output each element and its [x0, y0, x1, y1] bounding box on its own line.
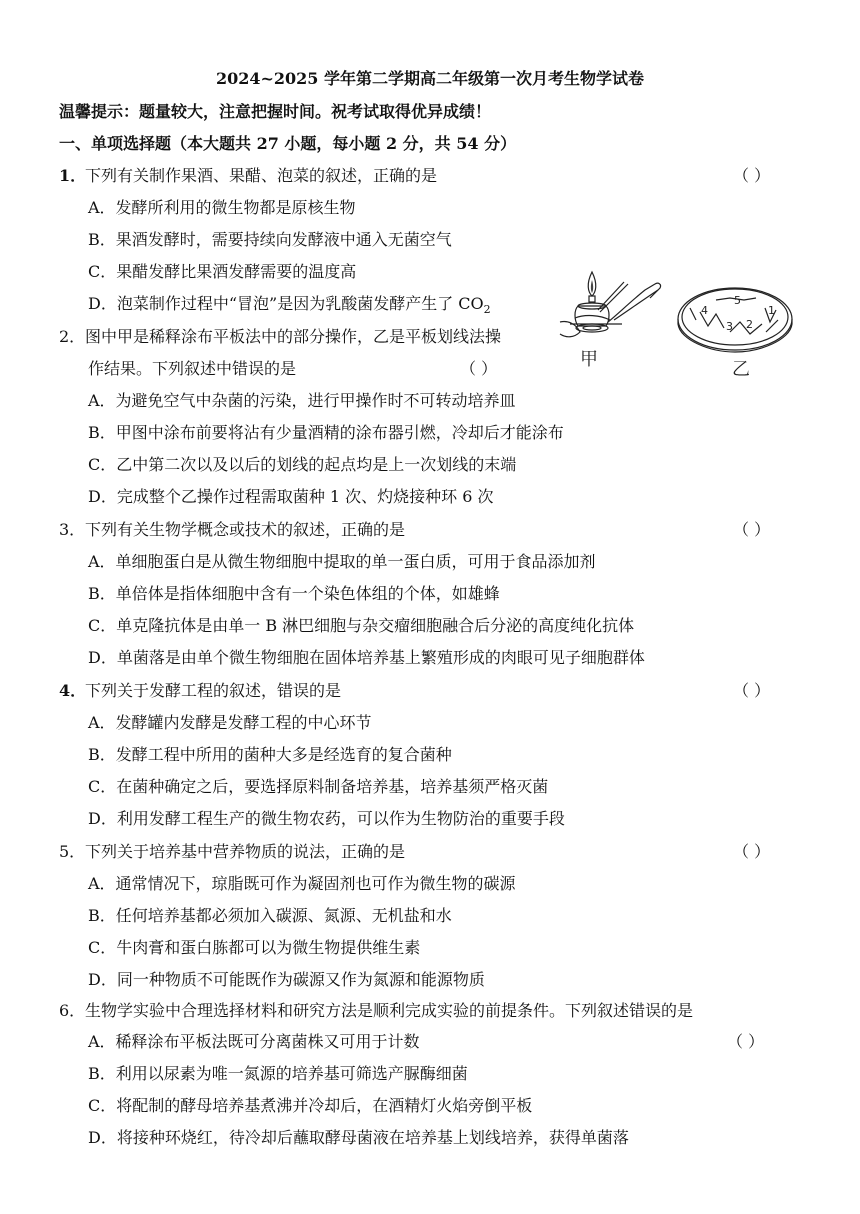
question-1 — [59, 165, 437, 187]
question-4 — [59, 680, 341, 702]
option-b: B．任何培养基都必须加入碳源、氮源、无机盐和水 — [88, 906, 452, 925]
exam-title: 2024~2025 学年第二学期高二年级第一次月考生物学试卷 — [215, 69, 645, 88]
option-d: D．完成整个乙操作过程需取菌种 1 次、灼烧接种环 6 次 — [88, 487, 494, 506]
option-d: D．单菌落是由单个微生物细胞在固体培养基上繁殖形成的肉眼可见子细胞群体 — [88, 648, 645, 667]
question-number: 2． — [59, 327, 86, 346]
zone-label-1: 1 — [768, 304, 775, 317]
option-d-text: D．泡菜制作过程中“冒泡”是因为乳酸菌发酵产生了 CO — [88, 294, 484, 313]
zone-label-5: 5 — [734, 294, 741, 307]
figure — [530, 262, 830, 382]
question-6 — [59, 1000, 693, 1022]
option-a: A．稀释涂布平板法既可分离菌株又可用于计数 — [88, 1032, 420, 1051]
option-d: D．利用发酵工程生产的微生物农药，可以作为生物防治的重要手段 — [88, 809, 565, 828]
option-c: C．乙中第二次以及以后的划线的起点均是上一次划线的末端 — [88, 455, 517, 474]
subscript: 2 — [483, 303, 491, 317]
option-b: B．甲图中涂布前要将沾有少量酒精的涂布器引燃，冷却后才能涂布 — [88, 423, 564, 442]
option-d: D．将接种环烧红，待冷却后蘸取酵母菌液在培养基上划线培养，获得单菌落 — [88, 1128, 629, 1147]
option-a: A．发酵罐内发酵是发酵工程的中心环节 — [88, 713, 372, 732]
section-heading: 一、单项选择题（本大题共 27 小题，每小题 2 分，共 54 分） — [59, 134, 517, 153]
option-c: C．牛肉膏和蛋白胨都可以为微生物提供维生素 — [88, 938, 421, 957]
question-stem: 下列有关制作果酒、果醋、泡菜的叙述，正确的是 — [85, 166, 438, 185]
question-stem: 生物学实验中合理选择材料和研究方法是顺利完成实验的前提条件。下列叙述错误的是 — [85, 1001, 694, 1020]
answer-bracket: （ ） — [733, 166, 771, 185]
question-stem: 下列有关生物学概念或技术的叙述，正确的是 — [85, 520, 406, 539]
option-d — [88, 293, 491, 315]
option-a: A．发酵所利用的微生物都是原核生物 — [88, 198, 356, 217]
option-b: B．果酒发酵时，需要持续向发酵液中通入无菌空气 — [88, 230, 452, 249]
lab-illustration — [530, 262, 830, 382]
zone-label-3: 3 — [726, 320, 733, 333]
figure-jia — [560, 272, 661, 337]
question-stem: 下列关于培养基中营养物质的说法，正确的是 — [85, 842, 406, 861]
label-jia: 甲 — [580, 349, 598, 370]
question-number: 1． — [59, 166, 87, 185]
question-2-cont: 作结果。下列叙述中错误的是 — [88, 359, 297, 378]
question-3 — [59, 519, 405, 541]
question-2 — [59, 326, 501, 348]
answer-bracket: （ ） — [733, 681, 771, 700]
answer-bracket: （ ） — [733, 842, 771, 861]
question-number: 6． — [59, 1001, 86, 1020]
zone-label-2: 2 — [746, 318, 753, 331]
option-b: B．利用以尿素为唯一氮源的培养基可筛选产脲酶细菌 — [88, 1064, 468, 1083]
option-d: D．同一种物质不可能既作为碳源又作为氮源和能源物质 — [88, 970, 485, 989]
answer-bracket: （ ） — [727, 1032, 765, 1051]
question-number: 5． — [59, 842, 86, 861]
question-stem: 下列关于发酵工程的叙述，错误的是 — [85, 681, 342, 700]
question-number: 3． — [59, 520, 86, 539]
question-stem: 图中甲是稀释涂布平板法中的部分操作，乙是平板划线法操 — [85, 327, 502, 346]
option-a: A．通常情况下，琼脂既可作为凝固剂也可作为微生物的碳源 — [88, 874, 516, 893]
option-c: C．在菌种确定之后，要选择原料制备培养基，培养基须严格灭菌 — [88, 777, 549, 796]
option-b: B．单倍体是指体细胞中含有一个染色体组的个体，如雄蜂 — [88, 584, 500, 603]
option-c: C．单克隆抗体是由单一 B 淋巴细胞与杂交瘤细胞融合后分泌的高度纯化抗体 — [88, 616, 635, 635]
answer-bracket: （ ） — [733, 520, 771, 539]
option-b: B．发酵工程中所用的菌种大多是经选育的复合菌种 — [88, 745, 452, 764]
question-5 — [59, 841, 405, 863]
option-a: A．为避免空气中杂菌的污染，进行甲操作时不可转动培养皿 — [88, 391, 516, 410]
label-yi: 乙 — [732, 359, 750, 380]
answer-bracket: （ ） — [460, 359, 498, 378]
zone-label-4: 4 — [701, 304, 708, 317]
question-number: 4． — [59, 681, 87, 700]
notice: 温馨提示：题量较大，注意把握时间。祝考试取得优异成绩！ — [59, 102, 492, 121]
option-a: A．单细胞蛋白是从微生物细胞中提取的单一蛋白质，可用于食品添加剂 — [88, 552, 596, 571]
option-c: C．将配制的酵母培养基煮沸并冷却后，在酒精灯火焰旁倒平板 — [88, 1096, 533, 1115]
option-c: C．果醋发酵比果酒发酵需要的温度高 — [88, 262, 357, 281]
